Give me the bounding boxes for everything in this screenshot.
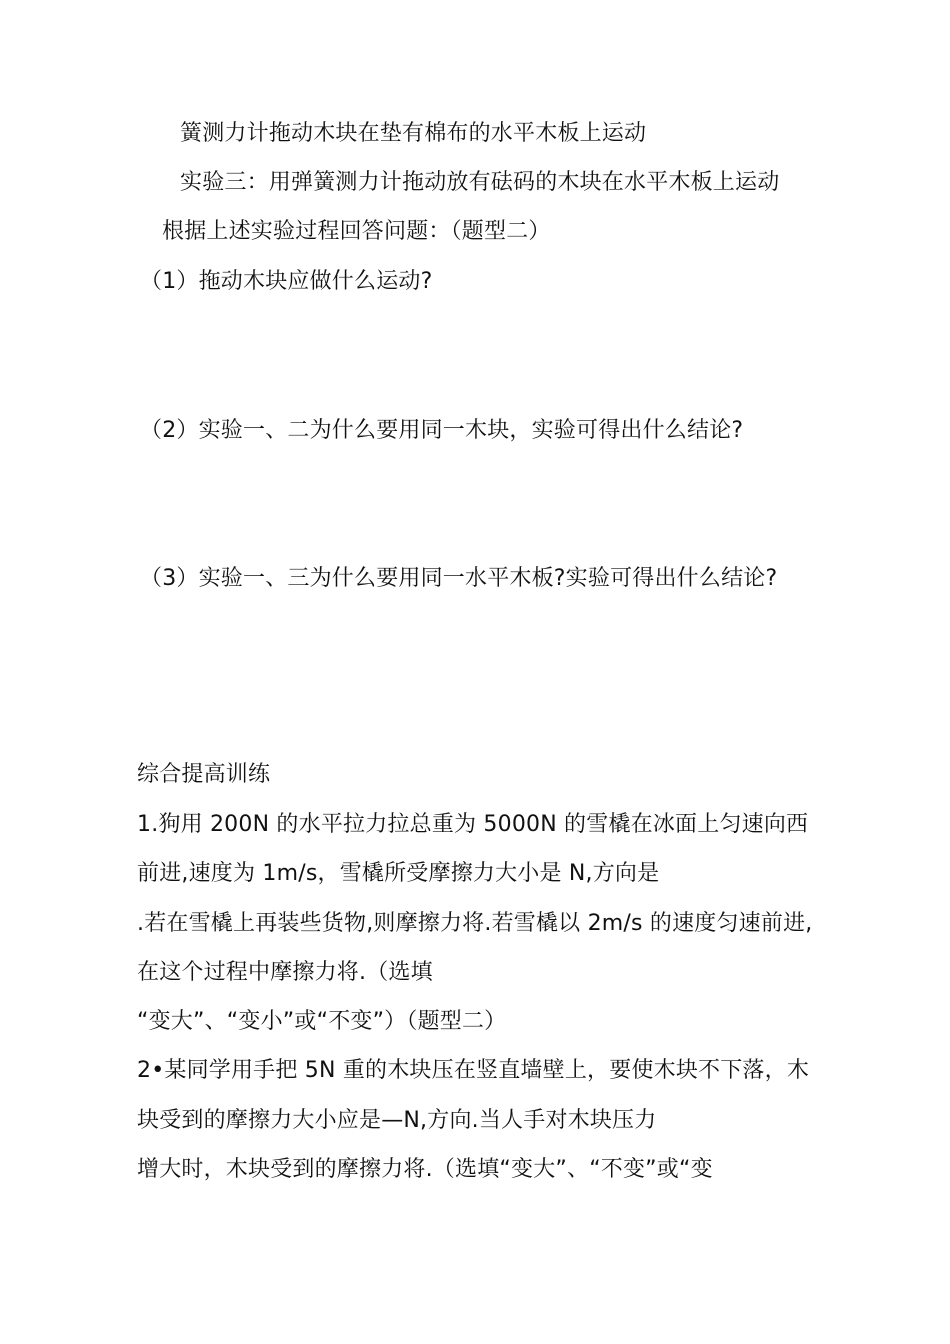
question-1: （1）拖动木块应做什么运动?: [140, 269, 433, 294]
question-2: （2）实验一、二为什么要用同一木块，实验可得出什么结论?: [140, 418, 744, 443]
problem-2-line-2: 块受到的摩擦力大小应是—N,方向.当人手对木块压力: [137, 1108, 657, 1133]
problem-2-line-3: 增大时，木块受到的摩擦力将.（选填“变大”、“不变”或“变: [137, 1157, 713, 1182]
text-line-experiment-three: 实验三：用弹簧测力计拖动放有砝码的木块在水平木板上运动: [180, 170, 780, 195]
problem-1-line-5: “变大”、“变小”或“不变”）（题型二）: [137, 1009, 507, 1034]
problem-1-line-4: 在这个过程中摩擦力将.（选填: [137, 960, 433, 985]
text-line-experiment-two-cont: 簧测力计拖动木块在垫有棉布的水平木板上运动: [180, 121, 647, 146]
section-heading: 综合提高训练: [137, 762, 271, 787]
question-3: （3）实验一、三为什么要用同一水平木板?实验可得出什么结论?: [140, 566, 778, 591]
problem-1-line-3: .若在雪橇上再装些货物,则摩擦力将.若雪橇以 2m/s 的速度匀速前进,: [137, 911, 813, 936]
problem-1-line-1: 1.狗用 200N 的水平拉力拉总重为 5000N 的雪橇在冰面上匀速向西: [137, 812, 809, 837]
problem-2-line-1: 2•某同学用手把 5N 重的木块压在竖直墙壁上，要使木块不下落，木: [137, 1058, 810, 1083]
problem-1-line-2: 前进,速度为 1m/s，雪橇所受摩擦力大小是 N,方向是: [137, 861, 660, 886]
text-line-instructions: 根据上述实验过程回答问题：（题型二）: [162, 219, 551, 244]
